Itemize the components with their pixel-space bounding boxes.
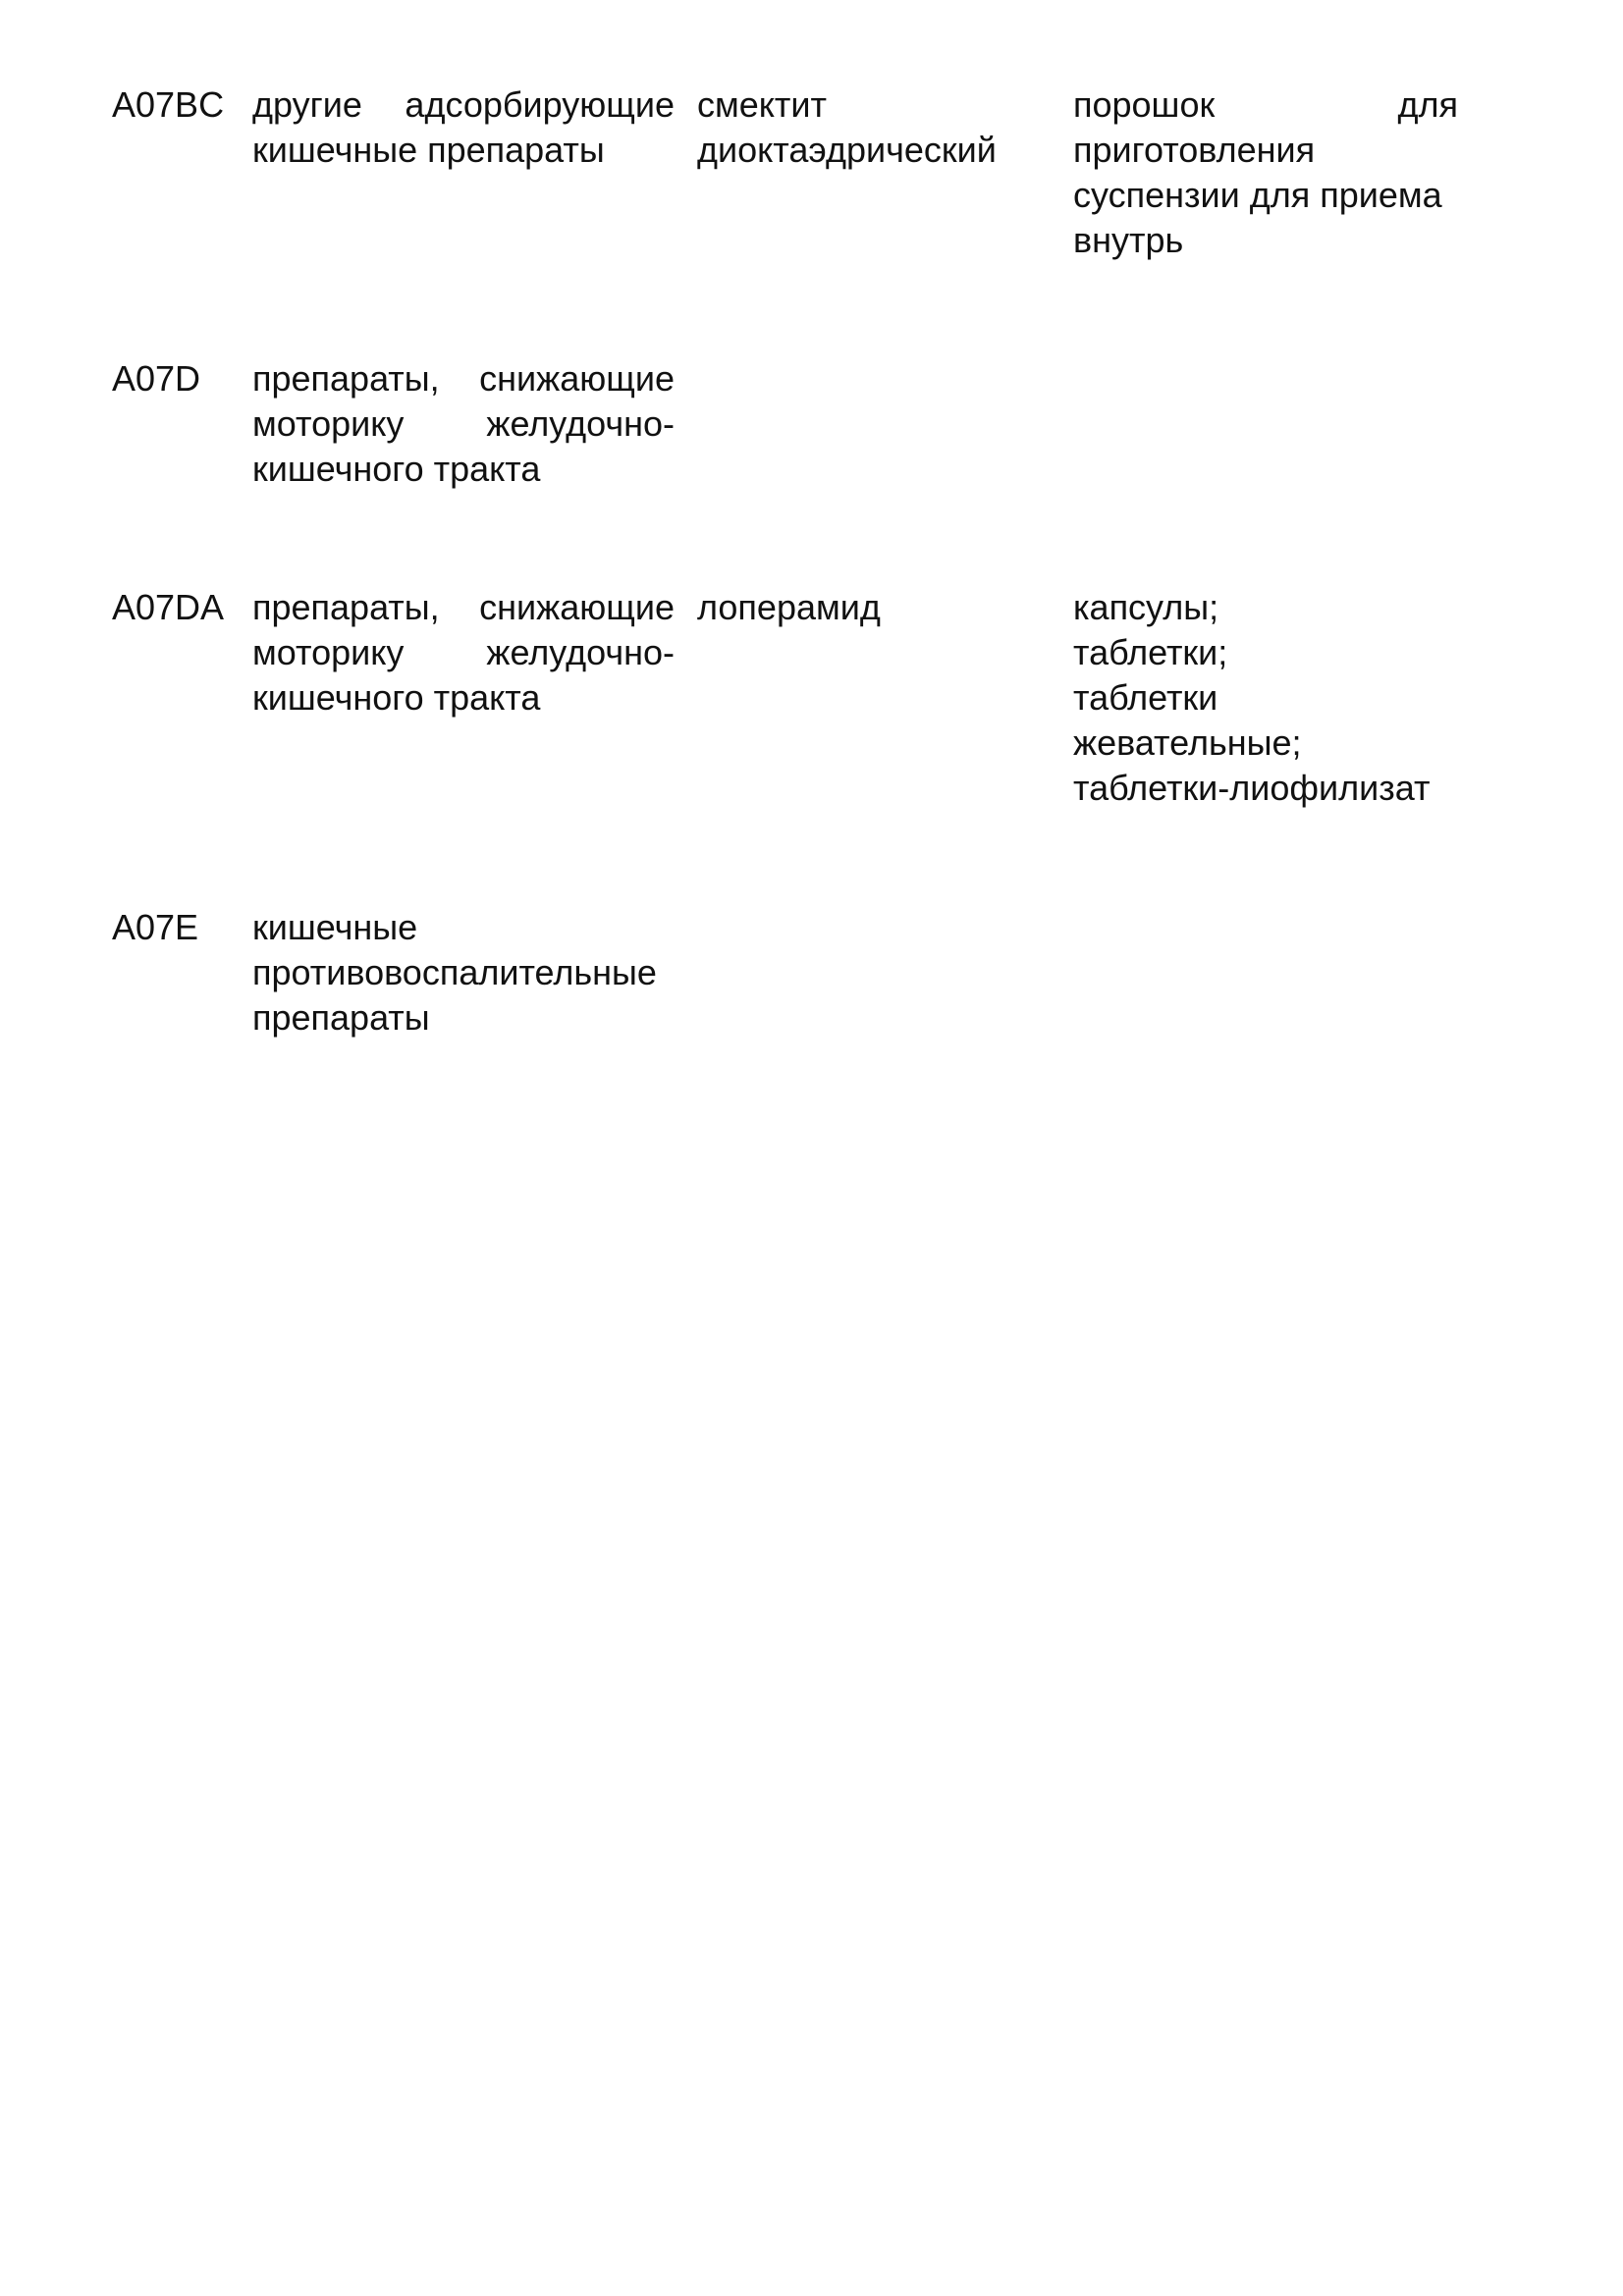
dosage-form-line: порошок для — [1073, 84, 1458, 125]
dosage-form — [1073, 82, 1458, 263]
atc-group-name — [252, 82, 675, 173]
group-line: препараты — [252, 997, 430, 1038]
group-line: кишечного тракта — [252, 449, 541, 489]
group-line: моторику желудочно- — [252, 632, 675, 672]
drug-name — [697, 585, 1051, 630]
dosage-form-line: таблетки; — [1073, 632, 1228, 672]
dosage-form-line: таблетки — [1073, 677, 1218, 718]
dosage-form — [1073, 585, 1458, 811]
atc-code: A07BC — [112, 84, 225, 125]
drug-name-line: смектит — [697, 84, 828, 125]
atc-group-name — [252, 585, 675, 721]
group-line: моторику желудочно- — [252, 403, 675, 444]
atc-group-name — [252, 356, 675, 492]
group-line: препараты, снижающие — [252, 587, 675, 627]
group-line: другие адсорбирующие — [252, 84, 675, 125]
atc-group-name — [252, 905, 675, 1041]
dosage-form-line: внутрь — [1073, 220, 1184, 260]
drug-name — [697, 82, 1051, 173]
group-line: кишечного тракта — [252, 677, 541, 718]
dosage-form-line: таблетки-лиофилизат — [1073, 768, 1431, 808]
group-line: препараты, снижающие — [252, 358, 675, 399]
atc-code: A07D — [112, 358, 201, 399]
dosage-form-line: суспензии для приема — [1073, 175, 1442, 215]
drug-name-line: лоперамид — [697, 587, 881, 627]
dosage-form-line: приготовления — [1073, 130, 1316, 170]
dosage-form-line: капсулы; — [1073, 587, 1219, 627]
group-line: противовоспалительные — [252, 952, 657, 992]
drug-name-line: диоктаэдрический — [697, 130, 997, 170]
dosage-form-line: жевательные; — [1073, 722, 1302, 763]
group-line: кишечные — [252, 907, 418, 947]
atc-code: A07E — [112, 907, 199, 947]
group-line: кишечные препараты — [252, 130, 605, 170]
atc-code: A07DA — [112, 587, 225, 627]
